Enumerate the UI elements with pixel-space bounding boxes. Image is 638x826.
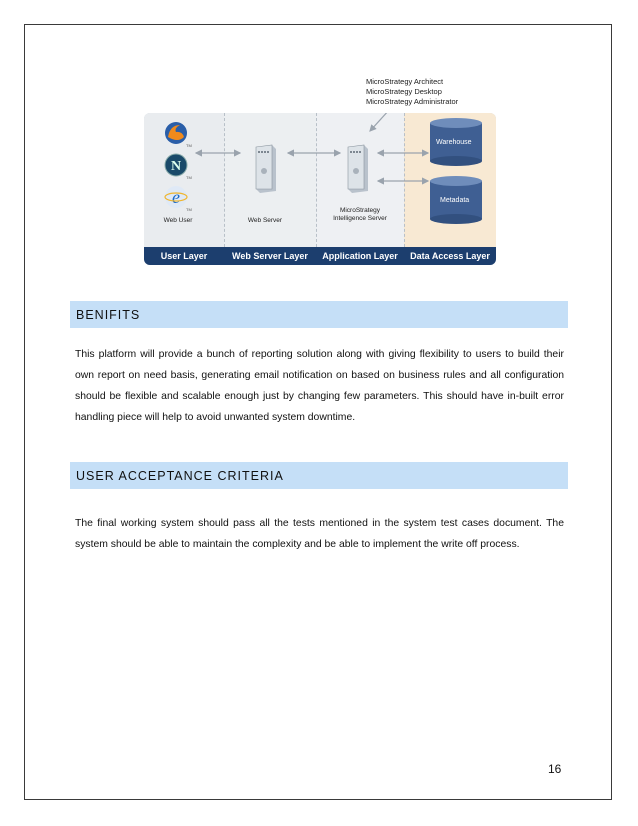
architecture-diagram xyxy=(144,77,496,265)
layer-label-data-access: Data Access Layer xyxy=(410,251,490,261)
callout-line-architect: MicroStrategy Architect xyxy=(366,77,444,86)
web-user-label: Web User xyxy=(163,217,193,224)
page-number: 16 xyxy=(548,762,562,776)
layer-label-user: User Layer xyxy=(160,251,208,261)
tm-mark: TM xyxy=(186,143,192,148)
callout-line-desktop: MicroStrategy Desktop xyxy=(366,87,442,96)
warehouse-label: Warehouse xyxy=(436,139,472,146)
web-server-label: Web Server xyxy=(247,217,283,224)
benefits-heading: BENIFITS xyxy=(70,301,568,328)
svg-text:e: e xyxy=(172,187,180,207)
callout-line-administrator: MicroStrategy Administrator xyxy=(366,97,459,106)
web-server-icon xyxy=(252,143,278,193)
layer-bar xyxy=(144,247,496,265)
acceptance-paragraph: The final working system should pass all the tests mentioned in the system test cases document. The system should be able to maintain the complexity and be able to implement the write off process. xyxy=(75,518,564,550)
tools-callout xyxy=(366,77,458,107)
benefits-paragraph: This platform will provide a bunch of reporting solution along with giving flexibility to users to build their own report on need basis, generating email notification on based on business rules and all configuration should be flexible and scalable enough just by changing few parameters. This should have in-built error handling piece will help to avoid unwanted system downtime. xyxy=(75,349,564,423)
tm-mark: TM xyxy=(186,207,192,212)
intelligence-server-label-2: Intelligence Server xyxy=(333,215,387,222)
metadata-label: Metadata xyxy=(440,197,470,204)
intelligence-server-label-1: MicroStrategy xyxy=(339,207,381,214)
layer-label-application: Application Layer xyxy=(322,251,398,261)
tm-mark: TM xyxy=(186,175,192,180)
acceptance-heading: USER ACCEPTANCE CRITERIA xyxy=(70,462,568,489)
architecture-panel xyxy=(144,113,496,265)
layer-label-web-server: Web Server Layer xyxy=(232,251,308,261)
svg-text:N: N xyxy=(170,159,182,174)
intelligence-server-icon xyxy=(344,143,370,193)
